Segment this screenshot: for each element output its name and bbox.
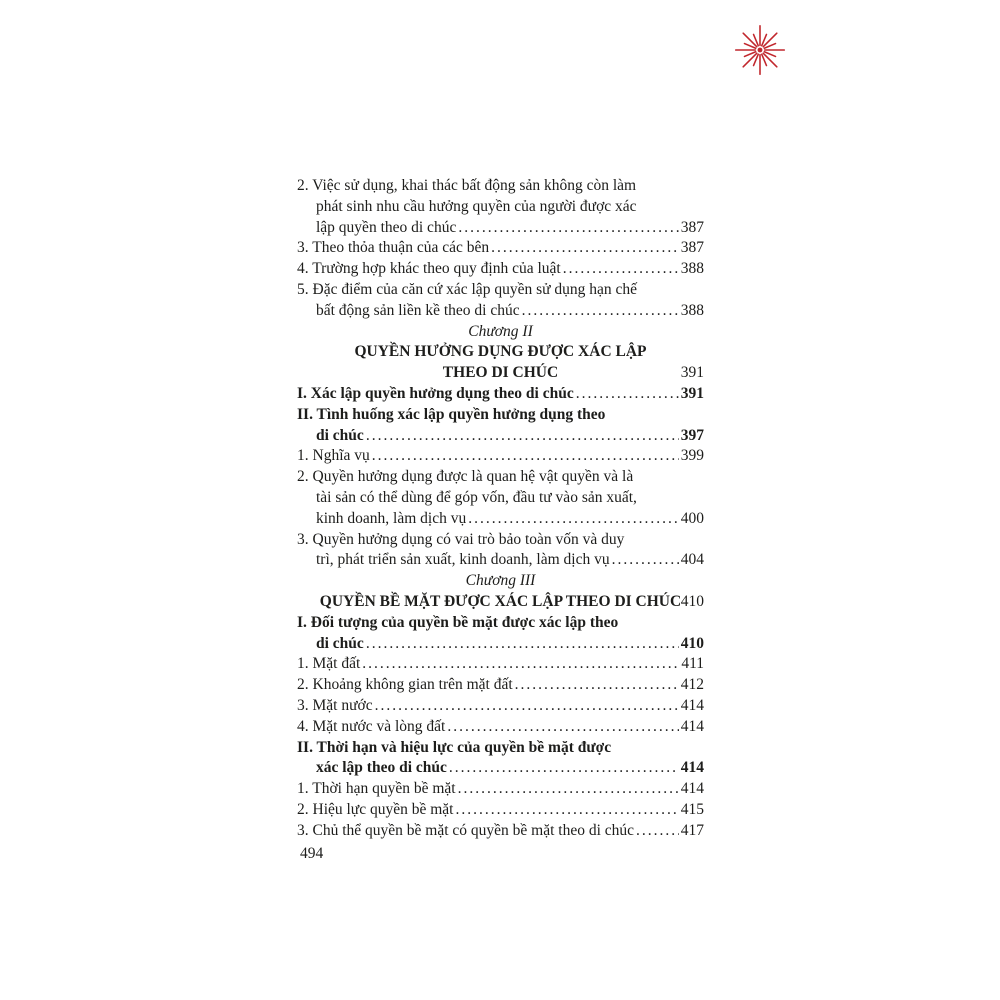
toc-page-number: 388: [680, 301, 704, 319]
toc-page-number: 414: [680, 717, 704, 735]
toc-entry-line: [297, 613, 704, 634]
toc-entry-line: [297, 696, 704, 717]
toc-page-number: 414: [680, 759, 704, 777]
chapter-title: [297, 592, 704, 613]
toc-entry-text: 2. Việc sử dụng, khai thác bất động sản không còn làm: [297, 177, 637, 194]
toc-entry-line: [297, 259, 704, 280]
toc-entry: [297, 405, 704, 447]
toc-entry-line: [297, 446, 704, 467]
toc-entry-text: 3. Theo thỏa thuận của các bên: [297, 239, 490, 257]
toc-page-number: 415: [680, 800, 704, 818]
toc-page-number: 404: [680, 551, 704, 569]
toc-page-number: 417: [680, 821, 704, 839]
chapter-title-text: THEO DI CHÚC: [442, 364, 559, 382]
toc-page-number: 397: [680, 426, 704, 444]
page-number-footer: 494: [300, 845, 324, 862]
toc-page-number: 410: [680, 634, 704, 652]
toc-entry: [297, 259, 704, 280]
toc-entry-line: [297, 758, 704, 779]
toc-entry-text: 4. Trường hợp khác theo quy định của luật: [297, 260, 561, 278]
dot-leader: [458, 779, 679, 800]
dot-leader: [491, 238, 679, 259]
toc-entry-line: [297, 280, 704, 301]
toc-entry: [297, 821, 704, 842]
chapter-title-line: [297, 342, 704, 363]
toc-entry: [297, 238, 704, 259]
toc-entry-line: [297, 238, 704, 259]
chapter-title-line: [297, 363, 704, 384]
toc-entry-text: lập quyền theo di chúc: [316, 218, 457, 236]
toc-entry: [297, 467, 704, 529]
toc-page-number: 411: [681, 655, 704, 673]
dot-leader: [468, 509, 679, 530]
toc-entry-line: [297, 509, 704, 530]
dot-leader: [522, 301, 679, 322]
toc-entry-line: [297, 717, 704, 738]
dot-leader: [515, 675, 679, 696]
toc-entry-line: [297, 550, 704, 571]
toc-entry-line: [297, 821, 704, 842]
toc-entry-line: [297, 197, 704, 218]
toc-entry: [297, 675, 704, 696]
toc-entry-text: 4. Mặt nước và lòng đất: [297, 717, 446, 735]
dot-leader: [447, 717, 678, 738]
toc-entry-line: [297, 405, 704, 426]
toc-entry: [297, 800, 704, 821]
toc-entry: [297, 384, 704, 405]
toc-entry-text: phát sinh nhu cầu hưởng quyền của người được xác: [316, 197, 637, 215]
toc-entry-text: 2. Khoảng không gian trên mặt đất: [297, 676, 513, 694]
toc-entry-text: II. Tình huống xác lập quyền hưởng dụng theo: [297, 405, 606, 423]
toc-entry-text: tài sản có thể dùng để góp vốn, đầu tư vào sản xuất,: [316, 488, 637, 506]
toc-entry-text: 1. Thời hạn quyền bề mặt: [297, 780, 456, 798]
dot-leader: [458, 218, 678, 239]
toc-entry-text: xác lập theo di chúc: [316, 759, 447, 777]
toc-entry: [297, 779, 704, 800]
toc-entry-line: [297, 384, 704, 405]
toc-entry: [297, 696, 704, 717]
toc-entry-text: 2. Quyền hưởng dụng được là quan hệ vật quyền và là: [297, 468, 634, 486]
toc-page-number: 414: [680, 696, 704, 714]
toc-entry-text: 3. Quyền hưởng dụng có vai trò bảo toàn vốn và duy: [297, 530, 625, 548]
toc-page-number: 387: [680, 239, 704, 257]
toc-entry-text: 1. Mặt đất: [297, 655, 361, 673]
dot-leader: [372, 446, 679, 467]
toc-entry-text: bất động sản liền kề theo di chúc: [316, 301, 520, 319]
chapter-title: [297, 342, 704, 384]
toc-entry-text: kinh doanh, làm dịch vụ: [316, 509, 467, 527]
toc-page-number: 399: [680, 447, 704, 465]
chapter-page-number: 410: [680, 592, 704, 610]
dot-leader: [563, 259, 679, 280]
toc-entry-text: 1. Nghĩa vụ: [297, 447, 370, 465]
toc-entry-line: [297, 675, 704, 696]
toc-entry-line: [297, 301, 704, 322]
toc-entry-line: [297, 488, 704, 509]
toc-entry-line: [297, 176, 704, 197]
toc-entry-line: [297, 654, 704, 675]
toc-entry-text: 3. Chủ thể quyền bề mặt có quyền bề mặt theo di chúc: [297, 821, 635, 839]
toc-entry: [297, 738, 704, 780]
toc-entry-line: [297, 634, 704, 655]
dot-leader: [362, 654, 679, 675]
toc-entry: [297, 176, 704, 238]
dot-leader: [375, 696, 679, 717]
toc-page-number: 388: [680, 260, 704, 278]
toc-entry-text: I. Đối tượng của quyền bề mặt được xác lập theo: [297, 613, 619, 631]
table-of-contents: [297, 176, 704, 842]
dot-leader: [455, 800, 678, 821]
toc-entry: [297, 654, 704, 675]
toc-entry-line: [297, 426, 704, 447]
toc-entry-line: [297, 218, 704, 239]
chapter-title-text: QUYỀN BỀ MẶT ĐƯỢC XÁC LẬP THEO DI CHÚC: [319, 592, 682, 610]
toc-entry-text: di chúc: [316, 426, 364, 444]
toc-entry-line: [297, 738, 704, 759]
dot-leader: [449, 758, 679, 779]
toc-entry: [297, 717, 704, 738]
toc-entry-text: trì, phát triển sản xuất, kinh doanh, làm dịch vụ: [316, 551, 610, 569]
dot-leader: [366, 426, 679, 447]
toc-entry-text: II. Thời hạn và hiệu lực của quyền bề mặt được: [297, 738, 612, 756]
dot-leader: [636, 821, 679, 842]
toc-page-number: 387: [680, 218, 704, 236]
star-burst-icon: [732, 22, 788, 78]
dot-leader: [366, 634, 679, 655]
toc-entry: [297, 613, 704, 655]
toc-entry: [297, 530, 704, 572]
chapter-title-text: QUYỀN HƯỞNG DỤNG ĐƯỢC XÁC LẬP: [354, 343, 647, 361]
toc-entry-text: I. Xác lập quyền hưởng dụng theo di chúc: [297, 384, 574, 402]
toc-entry-text: 3. Mặt nước: [297, 696, 373, 714]
publisher-star-logo: [732, 22, 788, 78]
toc-entry-line: [297, 467, 704, 488]
toc-entry-line: [297, 779, 704, 800]
toc-page-number: 414: [680, 780, 704, 798]
toc-entry-line: [297, 530, 704, 551]
toc-page-number: 400: [680, 509, 704, 527]
chapter-label: Chương III: [465, 572, 536, 590]
toc-entry: [297, 446, 704, 467]
toc-page-number: 412: [680, 676, 704, 694]
toc-entry-text: 5. Đặc điểm của căn cứ xác lập quyền sử dụng hạn chế: [297, 280, 638, 298]
chapter-label: Chương II: [468, 322, 533, 340]
toc-entry-text: 2. Hiệu lực quyền bề mặt: [297, 800, 454, 818]
chapter-page-number: 391: [680, 364, 704, 382]
chapter-title-line: [297, 592, 704, 613]
dot-leader: [576, 384, 679, 405]
toc-entry: [297, 280, 704, 322]
toc-entry-text: di chúc: [316, 634, 364, 652]
dot-leader: [612, 550, 679, 571]
toc-entry-line: [297, 800, 704, 821]
toc-page-number: 391: [680, 384, 704, 402]
